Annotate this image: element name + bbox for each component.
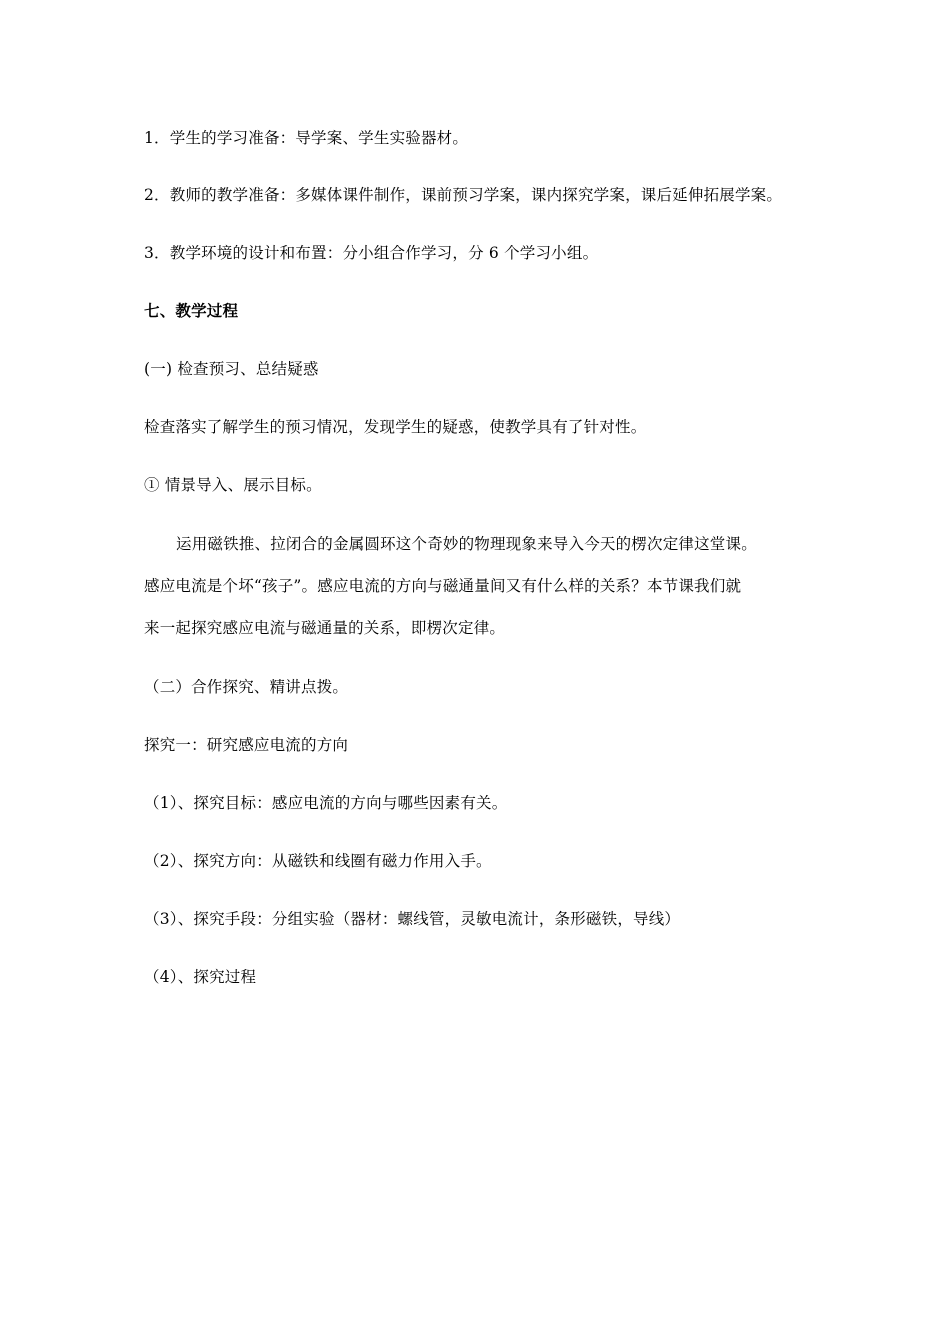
inquiry-item-goal: （1）、探究目标：感应电流的方向与哪些因素有关。 xyxy=(144,794,508,812)
inquiry-item-method: （3）、探究手段：分组实验（器材：螺线管，灵敏电流计，条形磁铁，导线） xyxy=(144,910,681,928)
inquiry-title: 探究一：研究感应电流的方向 xyxy=(144,736,349,754)
prep-item-environment: 3．教学环境的设计和布置：分小组合作学习，分 6 个学习小组。 xyxy=(144,244,599,262)
part1-step: ① 情景导入、展示目标。 xyxy=(144,476,322,494)
inquiry-item-process: （4）、探究过程 xyxy=(144,968,257,986)
part1-description: 检查落实了解学生的预习情况，发现学生的疑惑，使教学具有了针对性。 xyxy=(144,418,647,436)
prep-item-student: 1．学生的学习准备：导学案、学生实验器材。 xyxy=(144,129,469,147)
part1-paragraph-line-3: 来一起探究感应电流与磁通量的关系，即楞次定律。 xyxy=(144,619,506,637)
prep-item-teacher: 2．教师的教学准备：多媒体课件制作，课前预习学案，课内探究学案，课后延伸拓展学案。 xyxy=(144,186,783,204)
part1-paragraph-line-1: 运用磁铁推、拉闭合的金属圆环这个奇妙的物理现象来导入今天的楞次定律这堂课。 xyxy=(176,535,757,553)
part1-heading: (一) 检查预习、总结疑惑 xyxy=(144,360,319,378)
section-title: 七、教学过程 xyxy=(144,301,239,320)
part2-heading: （二）合作探究、精讲点拨。 xyxy=(144,678,349,696)
part1-paragraph-line-2: 感应电流是个坏“孩子”。感应电流的方向与磁通量间又有什么样的关系？本节课我们就 xyxy=(144,577,742,595)
inquiry-item-direction: （2）、探究方向：从磁铁和线圈有磁力作用入手。 xyxy=(144,852,492,870)
